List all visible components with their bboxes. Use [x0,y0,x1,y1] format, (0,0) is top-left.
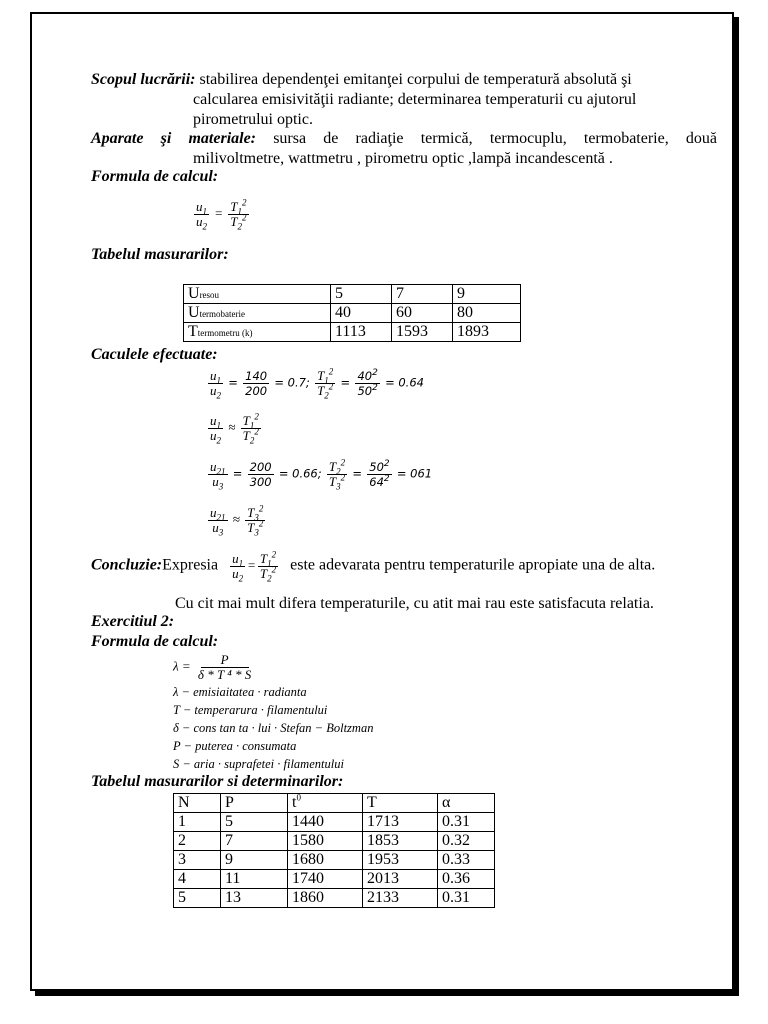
ex2-formula-heading: Formula de calcul: [91,633,219,650]
aparate-paragraph [91,129,717,169]
scop-line3: pirometrului optic. [193,111,313,128]
table-row: 5 13 1860 2133 0.31 [174,889,495,908]
table-row: 4 11 1740 2013 0.36 [174,870,495,889]
aparate-line1: sursa de radiaţie termică, termocuplu, termobaterie, două [273,130,718,147]
concluzie-line: Concluzie:Expresia $\frac{u_1}{u_2}$ = $\frac{T_1^2}{T_2^2}$ este adevarata pentru temperaturile apropiate una de alta. [91,549,656,584]
definition-item: T − temperarura · filamentului [173,703,328,717]
definition-item: δ − cons tan ta · lui · Stefan − Boltzman [173,721,374,735]
calc-line-3: $\frac{u_{21}}{u_3}$ = $\frac{200}{300}$ = 0.66; $\frac{T_2^2}{T_3^2}$ = $\frac{50^2}{64^2}$ = 061 [210,457,433,492]
calc-line-2: $\frac{u_1}{u_2}$ ≈ $\frac{T_1^2}{T_2^2}$ [210,411,259,446]
ex2-formula: λ = $\frac{P}{\text{δ * T ⁴ * S}}$ [173,652,252,682]
determinations-table [173,793,495,908]
scop-paragraph [91,70,717,130]
definition-item: S − aria · suprafetei · filamentului [173,757,344,771]
formula1-heading: Formula de calcul: [91,168,219,185]
scop-line1: stabilirea dependenţei emitanţei corpului de temperatură absolută şi [199,71,632,88]
table-row: Utermobaterie 40 60 80 [184,304,521,323]
aparate-line2: milivoltmetre, wattmetru , pirometru optic ,lampă incandescentă . [193,150,613,167]
definition-item: λ − emisiaitatea · radianta [173,685,307,699]
calc-line-1: $\frac{u_1}{u_2}$ = $\frac{140}{200}$ = 0.7; $\frac{T_1^2}{T_2^2}$ = $\frac{40^2}{50^2}$ = 0.64 [210,366,424,401]
ex2-heading: Exercitiul 2: [91,613,175,630]
table-row: Uresou 5 7 9 [184,285,521,304]
table2-heading: Tabelul masurarilor si determinarilor: [91,773,344,790]
scop-label: Scopul lucrării: [91,71,196,88]
table-row: Ttermometru (k) 1113 1593 1893 [184,323,521,342]
concluzie-line2: Cu cit mai mult difera temperaturile, cu atit mai rau este satisfacuta relatia. [175,595,654,612]
measurements-table [183,284,521,342]
table-row: 3 9 1680 1953 0.33 [174,851,495,870]
definition-item: P − puterea · consumata [173,739,297,753]
table1-heading: Tabelul masurarilor: [91,246,229,263]
table-header-row: N P $t^0$ T α [174,794,495,813]
table-row: 1 5 1440 1713 0.31 [174,813,495,832]
scop-line2: calcularea emisivităţii radiante; determinarea temperaturii cu ajutorul [193,91,637,108]
ex2-definitions [173,683,373,773]
calcule-heading: Caculele efectuate: [91,346,218,363]
table-row: 2 7 1580 1853 0.32 [174,832,495,851]
formula1-equation: $\frac{u_1}{u_2}$ = $\frac{T_1^2}{T_2^2}$ [196,197,247,232]
calc-line-4: $\frac{u_{21}}{u_3}$ ≈ $\frac{T_3^2}{T_3^2}$ [210,503,264,538]
aparate-label: Aparate şi materiale: [91,130,257,147]
